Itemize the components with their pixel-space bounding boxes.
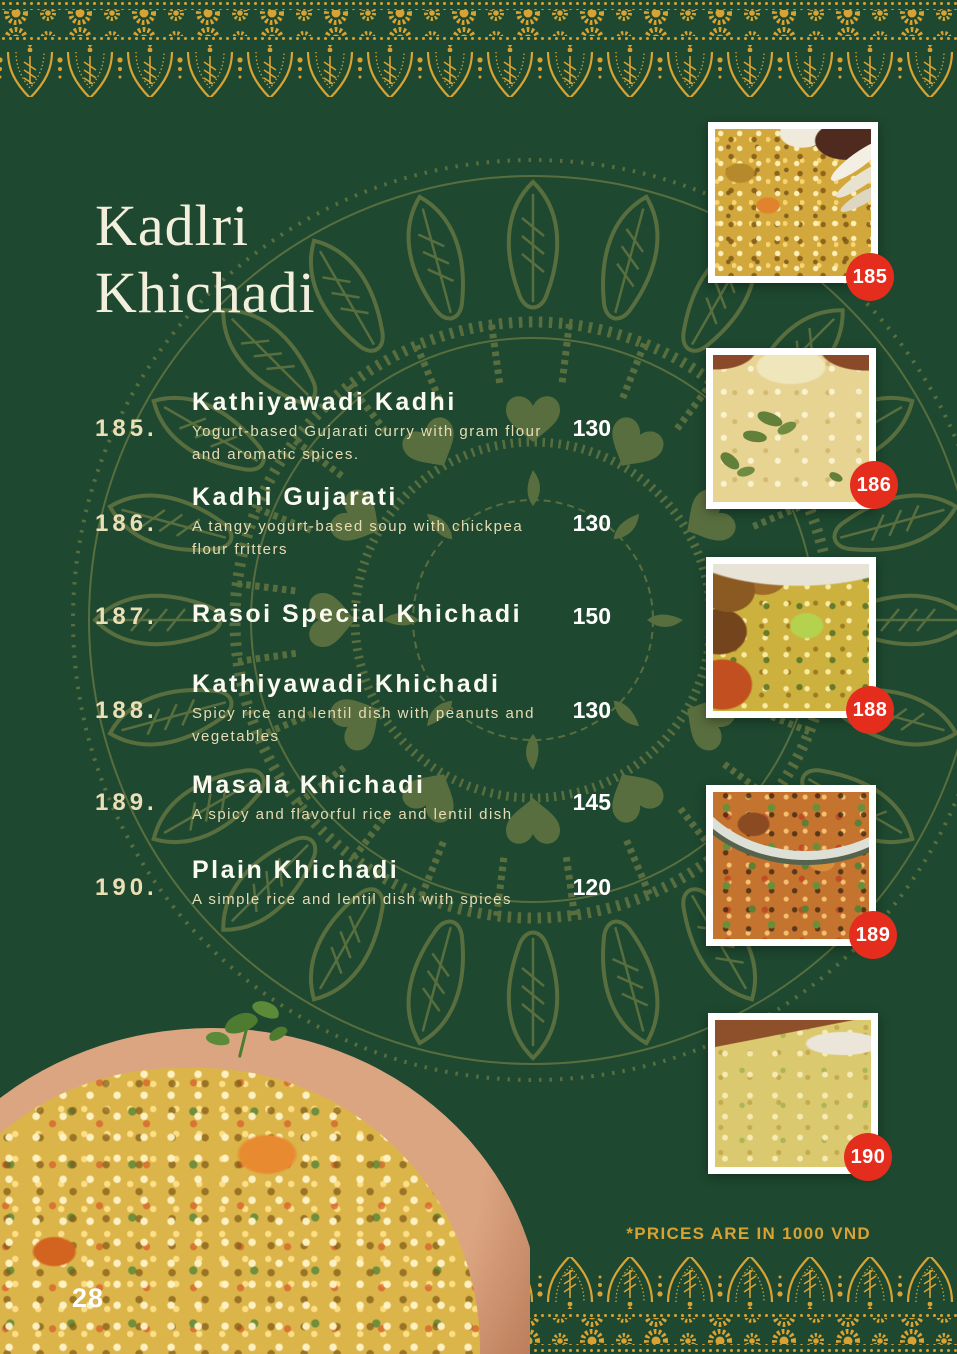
item-body [192, 483, 549, 561]
price-note: *PRICES ARE IN 1000 VND [626, 1224, 871, 1243]
item-number: 189. [95, 789, 158, 816]
item-body [192, 771, 549, 827]
item-body [192, 670, 549, 748]
item-price: 130 [572, 415, 611, 441]
ornamental-border-top [0, 0, 957, 97]
page-title-line2: Khichadi [95, 260, 316, 326]
item-name: Plain Khichadi [192, 856, 400, 884]
item-number: 185. [95, 415, 158, 442]
item-body [192, 388, 549, 466]
dish-photo-image [713, 792, 869, 939]
pan-rim [713, 792, 869, 860]
item-number: 186. [95, 510, 158, 537]
item-name: Kathiyawadi Khichadi [192, 670, 501, 698]
item-description: A simple rice and lentil dish with spices [192, 891, 512, 908]
menu-item-row-186 [95, 483, 611, 561]
item-number: 187. [95, 603, 158, 630]
item-description: Spicy rice and lentil dish with peanuts and vegetables [192, 705, 535, 745]
menu-item-row-187 [95, 600, 611, 631]
price-badge-190: 190 [844, 1133, 892, 1181]
price-badge-185: 185 [846, 253, 894, 301]
page-title [95, 192, 316, 327]
item-price: 145 [572, 789, 611, 815]
dish-photo-image [715, 129, 871, 276]
cilantro-garnish [828, 470, 844, 483]
item-name: Kathiyawadi Kadhi [192, 388, 457, 416]
cilantro-garnish [742, 429, 767, 443]
item-description: Yogurt-based Gujarati curry with gram flour and aromatic spices. [192, 423, 542, 463]
menu-item-row-185 [95, 388, 611, 466]
item-price: 150 [572, 603, 611, 629]
item-number: 190. [95, 874, 158, 901]
item-description: A tangy yogurt-based soup with chickpea flour fritters [192, 518, 524, 558]
item-body [192, 856, 549, 912]
item-price: 120 [572, 874, 611, 900]
price-badge-186: 186 [850, 461, 898, 509]
item-name: Rasoi Special Khichadi [192, 600, 523, 628]
item-price: 130 [572, 510, 611, 536]
item-name: Kadhi Gujarati [192, 483, 398, 511]
dish-photo-masala-khichadi [706, 785, 876, 946]
item-number: 188. [95, 697, 158, 724]
item-description: A spicy and flavorful rice and lentil dish [192, 806, 513, 823]
page-title-line1: Kadlri [95, 193, 250, 258]
price-badge-189: 189 [849, 911, 897, 959]
menu-item-row-190 [95, 856, 611, 912]
price-badge-188: 188 [846, 686, 894, 734]
item-price: 130 [572, 697, 611, 723]
dish-photo-image [713, 355, 869, 502]
menu-item-row-188 [95, 670, 611, 748]
item-name: Masala Khichadi [192, 771, 426, 799]
dish-photo-image [713, 564, 869, 711]
item-body [192, 600, 549, 631]
page-number: 28 [72, 1283, 105, 1313]
menu-item-row-189 [95, 771, 611, 827]
